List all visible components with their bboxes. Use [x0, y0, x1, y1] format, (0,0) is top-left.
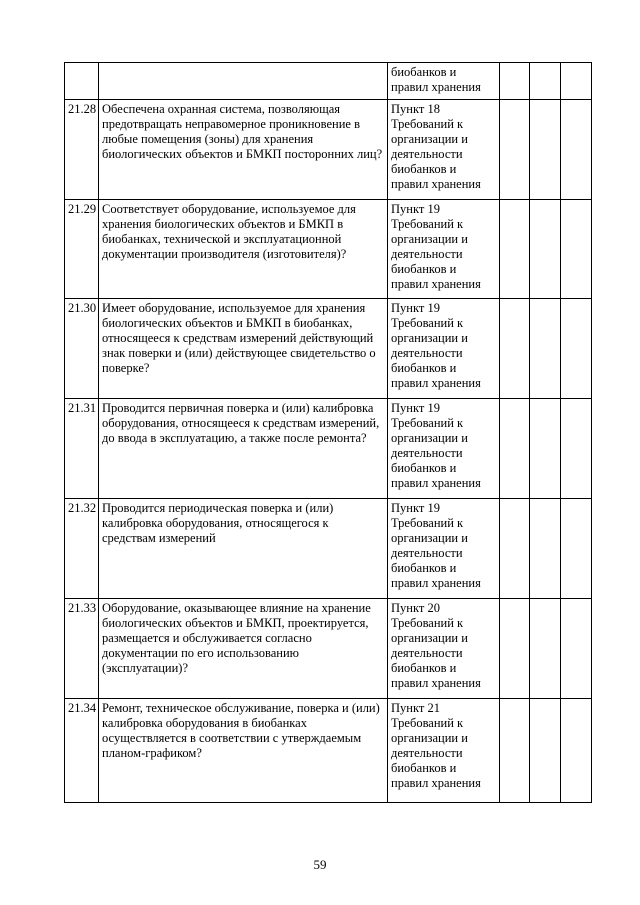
reference-line: Требований к: [391, 217, 464, 231]
item-number: 21.31: [65, 399, 99, 499]
answer-cell-yes: [500, 699, 530, 803]
reference-line: деятельности: [391, 446, 463, 460]
reference-line: Пункт 19: [391, 301, 440, 315]
reference-line: биобанков и: [391, 162, 457, 176]
reference-line: правил хранения: [391, 576, 481, 590]
reference-line: организации и: [391, 531, 468, 545]
question-text: Оборудование, оказывающее влияние на хранение биологических объектов и БМКП, проектируется, размещается и обслуживается согласно документации по его использованию (эксплуатации)?: [99, 599, 388, 699]
reference-line: организации и: [391, 132, 468, 146]
reference-line: биобанков и: [391, 361, 457, 375]
reference-line: правил хранения: [391, 476, 481, 490]
reference-line: биобанков и: [391, 761, 457, 775]
table-row: [65, 100, 592, 200]
answer-cell-na: [561, 299, 592, 399]
reference-line: биобанков и: [391, 262, 457, 276]
reference-cell: [388, 699, 500, 803]
reference-cell: [388, 63, 500, 100]
reference-line: организации и: [391, 431, 468, 445]
question-text: Ремонт, техническое обслуживание, поверка и (или) калибровка оборудования в биобанках осуществляется в соответствии с утверждаемым планом-графиком?: [99, 699, 388, 803]
question-text: Проводится периодическая поверка и (или) калибровка оборудования, относящегося к средствам измерений: [99, 499, 388, 599]
item-number: 21.33: [65, 599, 99, 699]
reference-line: Пункт 18: [391, 102, 440, 116]
reference-line: биобанков и: [391, 561, 457, 575]
checklist-table: [64, 62, 592, 803]
reference-line: Требований к: [391, 117, 464, 131]
reference-line: деятельности: [391, 546, 463, 560]
reference-line: правил хранения: [391, 177, 481, 191]
reference-line: деятельности: [391, 247, 463, 261]
page-number: 59: [313, 857, 327, 872]
answer-cell-na: [561, 63, 592, 100]
reference-line: Требований к: [391, 716, 464, 730]
item-number: 21.29: [65, 200, 99, 299]
reference-line: организации и: [391, 232, 468, 246]
reference-line: деятельности: [391, 646, 463, 660]
reference-line: организации и: [391, 731, 468, 745]
reference-cell: [388, 299, 500, 399]
item-number: 21.30: [65, 299, 99, 399]
reference-line: Требований к: [391, 416, 464, 430]
reference-line: Требований к: [391, 616, 464, 630]
reference-line: правил хранения: [391, 277, 481, 291]
table-row: [65, 299, 592, 399]
answer-cell-yes: [500, 599, 530, 699]
table-row: [65, 499, 592, 599]
answer-cell-na: [561, 399, 592, 499]
table-row: [65, 599, 592, 699]
answer-cell-no: [530, 599, 561, 699]
table-row: [65, 699, 592, 803]
answer-cell-no: [530, 200, 561, 299]
reference-line: правил хранения: [391, 80, 481, 94]
question-text: Соответствует оборудование, используемое для хранения биологических объектов и БМКП в биобанках, технической и эксплуатационной документации производителя (изготовителя)?: [99, 200, 388, 299]
table-row: [65, 399, 592, 499]
answer-cell-no: [530, 399, 561, 499]
answer-cell-na: [561, 499, 592, 599]
answer-cell-yes: [500, 499, 530, 599]
reference-line: Пункт 20: [391, 601, 440, 615]
question-text: [99, 63, 388, 100]
answer-cell-no: [530, 63, 561, 100]
question-text: Проводится первичная поверка и (или) калибровка оборудования, относящееся к средствам измерений, до ввода в эксплуатацию, а также после ремонта?: [99, 399, 388, 499]
answer-cell-na: [561, 699, 592, 803]
reference-line: Пункт 21: [391, 701, 440, 715]
reference-line: Требований к: [391, 516, 464, 530]
answer-cell-yes: [500, 63, 530, 100]
table-row-continuation: [65, 63, 592, 100]
reference-line: правил хранения: [391, 776, 481, 790]
question-text: Обеспечена охранная система, позволяющая предотвращать неправомерное проникновение в любые помещения (зоны) для хранения биологических объектов и БМКП посторонних лиц?: [99, 100, 388, 200]
answer-cell-yes: [500, 200, 530, 299]
item-number: 21.28: [65, 100, 99, 200]
reference-line: биобанков и: [391, 461, 457, 475]
reference-line: деятельности: [391, 147, 463, 161]
reference-cell: [388, 200, 500, 299]
reference-line: правил хранения: [391, 376, 481, 390]
reference-cell: [388, 599, 500, 699]
reference-line: Пункт 19: [391, 202, 440, 216]
reference-cell: [388, 100, 500, 200]
answer-cell-no: [530, 499, 561, 599]
reference-line: организации и: [391, 631, 468, 645]
reference-line: деятельности: [391, 746, 463, 760]
reference-line: биобанков и: [391, 661, 457, 675]
answer-cell-yes: [500, 100, 530, 200]
answer-cell-no: [530, 699, 561, 803]
item-number: 21.34: [65, 699, 99, 803]
reference-line: правил хранения: [391, 676, 481, 690]
item-number: 21.32: [65, 499, 99, 599]
answer-cell-na: [561, 200, 592, 299]
answer-cell-yes: [500, 299, 530, 399]
answer-cell-yes: [500, 399, 530, 499]
reference-line: организации и: [391, 331, 468, 345]
answer-cell-no: [530, 299, 561, 399]
answer-cell-no: [530, 100, 561, 200]
reference-line: деятельности: [391, 346, 463, 360]
question-text: Имеет оборудование, используемое для хранения биологических объектов и БМКП в биобанках, относящееся к средствам измерений действующий знак поверки и (или) действующее свидетельство о поверке?: [99, 299, 388, 399]
answer-cell-na: [561, 599, 592, 699]
reference-line: Пункт 19: [391, 501, 440, 515]
reference-cell: [388, 399, 500, 499]
reference-line: Пункт 19: [391, 401, 440, 415]
item-number: [65, 63, 99, 100]
reference-line: биобанков и: [391, 65, 457, 79]
answer-cell-na: [561, 100, 592, 200]
reference-cell: [388, 499, 500, 599]
table-row: [65, 200, 592, 299]
reference-line: Требований к: [391, 316, 464, 330]
